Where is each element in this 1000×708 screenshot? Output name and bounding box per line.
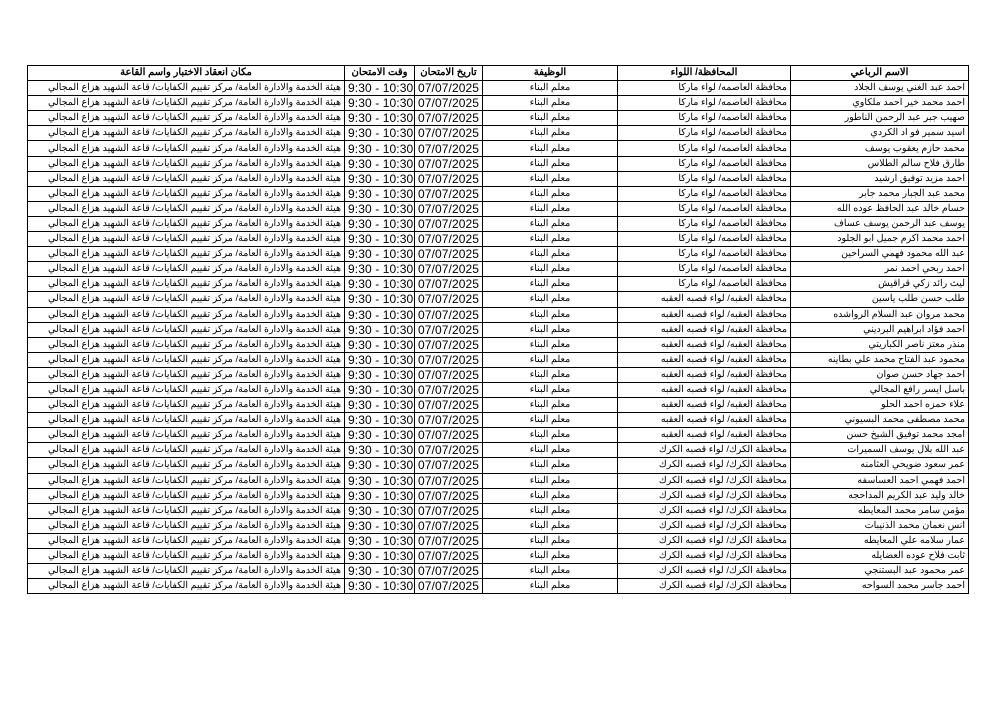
cell-governorate: محافظة العاصمه/ لواء ماركا <box>618 201 791 216</box>
table-row <box>28 488 969 503</box>
cell-exam-date: 07/07/2025 <box>415 398 483 413</box>
cell-exam-place: هيئة الخدمة والادارة العامة/ مركز تقييم الكفايات/ قاعة الشهيد هزاع المجالي <box>28 382 345 397</box>
table-row <box>28 307 969 322</box>
cell-exam-date: 07/07/2025 <box>415 564 483 579</box>
cell-name: عبد الله بلال يوسف السميرات <box>791 443 969 458</box>
table-row <box>28 382 969 397</box>
cell-governorate: محافظة الكرك/ لواء قصبه الكرك <box>618 473 791 488</box>
cell-job: معلم البناء <box>483 337 618 352</box>
cell-exam-time: 9:30 - 10:30 <box>345 156 415 171</box>
cell-name: احمد مزيد توفيق ارشيد <box>791 171 969 186</box>
cell-governorate: محافظة العاصمه/ لواء ماركا <box>618 141 791 156</box>
cell-governorate: محافظة الكرك/ لواء قصبه الكرك <box>618 579 791 594</box>
cell-governorate: محافظة العقبه/ لواء قصبه العقبه <box>618 382 791 397</box>
cell-job: معلم البناء <box>483 428 618 443</box>
cell-exam-place: هيئة الخدمة والادارة العامة/ مركز تقييم الكفايات/ قاعة الشهيد هزاع المجالي <box>28 458 345 473</box>
cell-name: احمد ربحي احمد نمر <box>791 262 969 277</box>
cell-exam-place: هيئة الخدمة والادارة العامة/ مركز تقييم الكفايات/ قاعة الشهيد هزاع المجالي <box>28 533 345 548</box>
cell-name: احمد فؤاد ابراهيم البرديني <box>791 322 969 337</box>
cell-governorate: محافظة العاصمه/ لواء ماركا <box>618 186 791 201</box>
cell-governorate: محافظة العقبه/ لواء قصبه العقبه <box>618 398 791 413</box>
cell-job: معلم البناء <box>483 398 618 413</box>
cell-exam-place: هيئة الخدمة والادارة العامة/ مركز تقييم الكفايات/ قاعة الشهيد هزاع المجالي <box>28 156 345 171</box>
cell-exam-date: 07/07/2025 <box>415 126 483 141</box>
cell-governorate: محافظة العقبه/ لواء قصبه العقبه <box>618 337 791 352</box>
cell-job: معلم البناء <box>483 382 618 397</box>
header-name: الاسم الرباعي <box>791 66 969 81</box>
cell-governorate: محافظة الكرك/ لواء قصبه الكرك <box>618 533 791 548</box>
cell-exam-time: 9:30 - 10:30 <box>345 111 415 126</box>
table-row <box>28 111 969 126</box>
cell-name: محمود عبد الفتاح محمد علي بطاينه <box>791 352 969 367</box>
cell-exam-place: هيئة الخدمة والادارة العامة/ مركز تقييم الكفايات/ قاعة الشهيد هزاع المجالي <box>28 201 345 216</box>
cell-governorate: محافظة الكرك/ لواء قصبه الكرك <box>618 518 791 533</box>
cell-exam-place: هيئة الخدمة والادارة العامة/ مركز تقييم الكفايات/ قاعة الشهيد هزاع المجالي <box>28 518 345 533</box>
cell-name: عمر سعود ضويحي العثامنه <box>791 458 969 473</box>
table-row <box>28 262 969 277</box>
cell-job: معلم البناء <box>483 579 618 594</box>
cell-governorate: محافظة العقبه/ لواء قصبه العقبه <box>618 413 791 428</box>
cell-exam-date: 07/07/2025 <box>415 337 483 352</box>
cell-job: معلم البناء <box>483 518 618 533</box>
cell-governorate: محافظة العاصمه/ لواء ماركا <box>618 81 791 96</box>
cell-name: طلب حسن طلب ياسين <box>791 292 969 307</box>
cell-name: احمد فهمي احمد العساسفه <box>791 473 969 488</box>
cell-name: علاء حمزه احمد الحلو <box>791 398 969 413</box>
table-row <box>28 367 969 382</box>
table-row <box>28 156 969 171</box>
cell-name: محمد عبد الجبار محمد جابر <box>791 186 969 201</box>
cell-job: معلم البناء <box>483 564 618 579</box>
cell-exam-date: 07/07/2025 <box>415 549 483 564</box>
cell-name: محمد مروان عبد السلام الرواشده <box>791 307 969 322</box>
cell-job: معلم البناء <box>483 307 618 322</box>
table-row <box>28 322 969 337</box>
cell-exam-date: 07/07/2025 <box>415 533 483 548</box>
cell-job: معلم البناء <box>483 247 618 262</box>
header-row <box>28 66 969 81</box>
table-body <box>28 81 969 594</box>
cell-exam-place: هيئة الخدمة والادارة العامة/ مركز تقييم الكفايات/ قاعة الشهيد هزاع المجالي <box>28 443 345 458</box>
cell-exam-time: 9:30 - 10:30 <box>345 564 415 579</box>
cell-exam-time: 9:30 - 10:30 <box>345 428 415 443</box>
cell-governorate: محافظة الكرك/ لواء قصبه الكرك <box>618 549 791 564</box>
cell-exam-place: هيئة الخدمة والادارة العامة/ مركز تقييم الكفايات/ قاعة الشهيد هزاع المجالي <box>28 277 345 292</box>
table-row <box>28 292 969 307</box>
cell-exam-time: 9:30 - 10:30 <box>345 413 415 428</box>
cell-governorate: محافظة العقبه/ لواء قصبه العقبه <box>618 352 791 367</box>
cell-exam-time: 9:30 - 10:30 <box>345 579 415 594</box>
cell-job: معلم البناء <box>483 111 618 126</box>
table-row <box>28 171 969 186</box>
table-row <box>28 141 969 156</box>
cell-job: معلم البناء <box>483 473 618 488</box>
cell-exam-place: هيئة الخدمة والادارة العامة/ مركز تقييم الكفايات/ قاعة الشهيد هزاع المجالي <box>28 337 345 352</box>
cell-exam-time: 9:30 - 10:30 <box>345 247 415 262</box>
cell-exam-date: 07/07/2025 <box>415 232 483 247</box>
cell-job: معلم البناء <box>483 413 618 428</box>
cell-job: معلم البناء <box>483 367 618 382</box>
table-row <box>28 503 969 518</box>
cell-exam-date: 07/07/2025 <box>415 413 483 428</box>
exam-schedule-sheet <box>27 65 968 594</box>
table-row <box>28 216 969 231</box>
cell-exam-place: هيئة الخدمة والادارة العامة/ مركز تقييم الكفايات/ قاعة الشهيد هزاع المجالي <box>28 428 345 443</box>
table-row <box>28 579 969 594</box>
table-row <box>28 232 969 247</box>
cell-exam-time: 9:30 - 10:30 <box>345 96 415 111</box>
cell-exam-place: هيئة الخدمة والادارة العامة/ مركز تقييم الكفايات/ قاعة الشهيد هزاع المجالي <box>28 307 345 322</box>
cell-name: اسيد سمير فو اد الكردي <box>791 126 969 141</box>
cell-exam-date: 07/07/2025 <box>415 367 483 382</box>
cell-exam-place: هيئة الخدمة والادارة العامة/ مركز تقييم الكفايات/ قاعة الشهيد هزاع المجالي <box>28 398 345 413</box>
cell-name: احمد محمد خير احمد ملكاوي <box>791 96 969 111</box>
cell-exam-date: 07/07/2025 <box>415 352 483 367</box>
cell-name: مؤمن سامر محمد المعايطه <box>791 503 969 518</box>
cell-exam-place: هيئة الخدمة والادارة العامة/ مركز تقييم الكفايات/ قاعة الشهيد هزاع المجالي <box>28 141 345 156</box>
cell-exam-time: 9:30 - 10:30 <box>345 322 415 337</box>
cell-name: احمد جاسر محمد السواحه <box>791 579 969 594</box>
cell-exam-date: 07/07/2025 <box>415 201 483 216</box>
cell-exam-place: هيئة الخدمة والادارة العامة/ مركز تقييم الكفايات/ قاعة الشهيد هزاع المجالي <box>28 367 345 382</box>
cell-exam-date: 07/07/2025 <box>415 458 483 473</box>
cell-governorate: محافظة العاصمه/ لواء ماركا <box>618 96 791 111</box>
cell-exam-time: 9:30 - 10:30 <box>345 382 415 397</box>
cell-exam-time: 9:30 - 10:30 <box>345 81 415 96</box>
cell-governorate: محافظة العاصمه/ لواء ماركا <box>618 247 791 262</box>
cell-exam-place: هيئة الخدمة والادارة العامة/ مركز تقييم الكفايات/ قاعة الشهيد هزاع المجالي <box>28 503 345 518</box>
cell-exam-date: 07/07/2025 <box>415 322 483 337</box>
cell-job: معلم البناء <box>483 443 618 458</box>
cell-governorate: محافظة العاصمه/ لواء ماركا <box>618 156 791 171</box>
cell-governorate: محافظة العاصمه/ لواء ماركا <box>618 232 791 247</box>
cell-governorate: محافظة العاصمه/ لواء ماركا <box>618 111 791 126</box>
cell-exam-time: 9:30 - 10:30 <box>345 518 415 533</box>
cell-exam-place: هيئة الخدمة والادارة العامة/ مركز تقييم الكفايات/ قاعة الشهيد هزاع المجالي <box>28 413 345 428</box>
cell-exam-time: 9:30 - 10:30 <box>345 126 415 141</box>
table-row <box>28 247 969 262</box>
cell-exam-date: 07/07/2025 <box>415 141 483 156</box>
cell-exam-date: 07/07/2025 <box>415 156 483 171</box>
cell-governorate: محافظة الكرك/ لواء قصبه الكرك <box>618 458 791 473</box>
cell-job: معلم البناء <box>483 352 618 367</box>
cell-job: معلم البناء <box>483 216 618 231</box>
cell-job: معلم البناء <box>483 186 618 201</box>
cell-name: عمار سلامه علي المعايطه <box>791 533 969 548</box>
cell-governorate: محافظة العقبه/ لواء قصبه العقبه <box>618 307 791 322</box>
cell-exam-date: 07/07/2025 <box>415 247 483 262</box>
cell-governorate: محافظة الكرك/ لواء قصبه الكرك <box>618 443 791 458</box>
cell-exam-time: 9:30 - 10:30 <box>345 292 415 307</box>
cell-exam-time: 9:30 - 10:30 <box>345 141 415 156</box>
cell-job: معلم البناء <box>483 292 618 307</box>
cell-governorate: محافظة العاصمه/ لواء ماركا <box>618 126 791 141</box>
cell-exam-time: 9:30 - 10:30 <box>345 262 415 277</box>
cell-governorate: محافظة الكرك/ لواء قصبه الكرك <box>618 488 791 503</box>
cell-exam-time: 9:30 - 10:30 <box>345 367 415 382</box>
cell-name: محمد حازم يعقوب يوسف <box>791 141 969 156</box>
cell-name: طارق فلاح سالم الطلاس <box>791 156 969 171</box>
cell-exam-date: 07/07/2025 <box>415 171 483 186</box>
cell-job: معلم البناء <box>483 232 618 247</box>
cell-exam-date: 07/07/2025 <box>415 503 483 518</box>
cell-exam-date: 07/07/2025 <box>415 443 483 458</box>
cell-exam-time: 9:30 - 10:30 <box>345 488 415 503</box>
cell-exam-time: 9:30 - 10:30 <box>345 458 415 473</box>
cell-exam-place: هيئة الخدمة والادارة العامة/ مركز تقييم الكفايات/ قاعة الشهيد هزاع المجالي <box>28 262 345 277</box>
cell-job: معلم البناء <box>483 171 618 186</box>
cell-exam-time: 9:30 - 10:30 <box>345 503 415 518</box>
cell-job: معلم البناء <box>483 262 618 277</box>
cell-exam-date: 07/07/2025 <box>415 262 483 277</box>
table-row <box>28 186 969 201</box>
cell-name: عمر محمود عبد البستنجي <box>791 564 969 579</box>
cell-governorate: محافظة العقبه/ لواء قصبه العقبه <box>618 322 791 337</box>
header-governorate: المحافظة/ اللواء <box>618 66 791 81</box>
header-exam-date: تاريخ الامتحان <box>415 66 483 81</box>
cell-governorate: محافظة العاصمه/ لواء ماركا <box>618 171 791 186</box>
cell-exam-place: هيئة الخدمة والادارة العامة/ مركز تقييم الكفايات/ قاعة الشهيد هزاع المجالي <box>28 81 345 96</box>
cell-job: معلم البناء <box>483 156 618 171</box>
cell-exam-date: 07/07/2025 <box>415 81 483 96</box>
cell-name: صهيب جبر عبد الرحمن الناطور <box>791 111 969 126</box>
cell-exam-place: هيئة الخدمة والادارة العامة/ مركز تقييم الكفايات/ قاعة الشهيد هزاع المجالي <box>28 322 345 337</box>
cell-exam-place: هيئة الخدمة والادارة العامة/ مركز تقييم الكفايات/ قاعة الشهيد هزاع المجالي <box>28 96 345 111</box>
cell-exam-date: 07/07/2025 <box>415 96 483 111</box>
cell-name: احمد عبد الغني يوسف الجلاد <box>791 81 969 96</box>
cell-exam-date: 07/07/2025 <box>415 518 483 533</box>
table-row <box>28 518 969 533</box>
cell-exam-place: هيئة الخدمة والادارة العامة/ مركز تقييم الكفايات/ قاعة الشهيد هزاع المجالي <box>28 126 345 141</box>
table-row <box>28 337 969 352</box>
cell-name: عبد الله محمود فهمي السراحين <box>791 247 969 262</box>
cell-job: معلم البناء <box>483 458 618 473</box>
cell-exam-place: هيئة الخدمة والادارة العامة/ مركز تقييم الكفايات/ قاعة الشهيد هزاع المجالي <box>28 232 345 247</box>
table-row <box>28 473 969 488</box>
cell-exam-place: هيئة الخدمة والادارة العامة/ مركز تقييم الكفايات/ قاعة الشهيد هزاع المجالي <box>28 488 345 503</box>
table-row <box>28 443 969 458</box>
cell-exam-date: 07/07/2025 <box>415 216 483 231</box>
cell-name: ليث رائد زكي قراقيش <box>791 277 969 292</box>
header-exam-time: وقت الامتحان <box>345 66 415 81</box>
table-row <box>28 564 969 579</box>
cell-job: معلم البناء <box>483 81 618 96</box>
cell-exam-place: هيئة الخدمة والادارة العامة/ مركز تقييم الكفايات/ قاعة الشهيد هزاع المجالي <box>28 549 345 564</box>
cell-governorate: محافظة العقبه/ لواء قصبه العقبه <box>618 292 791 307</box>
table-row <box>28 126 969 141</box>
cell-job: معلم البناء <box>483 533 618 548</box>
cell-exam-date: 07/07/2025 <box>415 307 483 322</box>
table-row <box>28 352 969 367</box>
table-row <box>28 398 969 413</box>
cell-exam-date: 07/07/2025 <box>415 382 483 397</box>
cell-job: معلم البناء <box>483 141 618 156</box>
cell-exam-place: هيئة الخدمة والادارة العامة/ مركز تقييم الكفايات/ قاعة الشهيد هزاع المجالي <box>28 186 345 201</box>
exam-schedule-table <box>27 65 969 594</box>
cell-exam-time: 9:30 - 10:30 <box>345 337 415 352</box>
cell-job: معلم البناء <box>483 488 618 503</box>
header-job: الوظيفة <box>483 66 618 81</box>
cell-exam-place: هيئة الخدمة والادارة العامة/ مركز تقييم الكفايات/ قاعة الشهيد هزاع المجالي <box>28 216 345 231</box>
cell-exam-place: هيئة الخدمة والادارة العامة/ مركز تقييم الكفايات/ قاعة الشهيد هزاع المجالي <box>28 564 345 579</box>
cell-name: خالد وليد عبد الكريم المداحجه <box>791 488 969 503</box>
cell-exam-place: هيئة الخدمة والادارة العامة/ مركز تقييم الكفايات/ قاعة الشهيد هزاع المجالي <box>28 111 345 126</box>
table-row <box>28 96 969 111</box>
cell-exam-date: 07/07/2025 <box>415 428 483 443</box>
cell-job: معلم البناء <box>483 503 618 518</box>
cell-exam-date: 07/07/2025 <box>415 579 483 594</box>
cell-governorate: محافظة العاصمه/ لواء ماركا <box>618 262 791 277</box>
cell-exam-time: 9:30 - 10:30 <box>345 398 415 413</box>
cell-exam-time: 9:30 - 10:30 <box>345 443 415 458</box>
table-row <box>28 428 969 443</box>
cell-governorate: محافظة الكرك/ لواء قصبه الكرك <box>618 564 791 579</box>
cell-name: باسل ايسر رافع المجالي <box>791 382 969 397</box>
cell-name: انس نعمان محمد الذنيبات <box>791 518 969 533</box>
cell-exam-time: 9:30 - 10:30 <box>345 549 415 564</box>
cell-exam-time: 9:30 - 10:30 <box>345 277 415 292</box>
table-row <box>28 277 969 292</box>
cell-exam-date: 07/07/2025 <box>415 111 483 126</box>
cell-exam-date: 07/07/2025 <box>415 186 483 201</box>
cell-job: معلم البناء <box>483 277 618 292</box>
cell-name: احمد جهاد حسن صوان <box>791 367 969 382</box>
cell-exam-time: 9:30 - 10:30 <box>345 216 415 231</box>
cell-governorate: محافظة العاصمه/ لواء ماركا <box>618 216 791 231</box>
cell-job: معلم البناء <box>483 126 618 141</box>
cell-governorate: محافظة العقبه/ لواء قصبه العقبه <box>618 428 791 443</box>
cell-exam-place: هيئة الخدمة والادارة العامة/ مركز تقييم الكفايات/ قاعة الشهيد هزاع المجالي <box>28 473 345 488</box>
cell-exam-place: هيئة الخدمة والادارة العامة/ مركز تقييم الكفايات/ قاعة الشهيد هزاع المجالي <box>28 247 345 262</box>
table-row <box>28 201 969 216</box>
cell-exam-date: 07/07/2025 <box>415 292 483 307</box>
cell-name: احمد محمد اكرم جميل ابو الجلود <box>791 232 969 247</box>
table-row <box>28 533 969 548</box>
table-row <box>28 458 969 473</box>
table-row <box>28 549 969 564</box>
cell-name: منذر معتز ناصر الكباريتي <box>791 337 969 352</box>
cell-job: معلم البناء <box>483 96 618 111</box>
cell-exam-date: 07/07/2025 <box>415 277 483 292</box>
cell-exam-place: هيئة الخدمة والادارة العامة/ مركز تقييم الكفايات/ قاعة الشهيد هزاع المجالي <box>28 171 345 186</box>
cell-exam-place: هيئة الخدمة والادارة العامة/ مركز تقييم الكفايات/ قاعة الشهيد هزاع المجالي <box>28 579 345 594</box>
table-row <box>28 81 969 96</box>
cell-exam-date: 07/07/2025 <box>415 473 483 488</box>
cell-governorate: محافظة العاصمه/ لواء ماركا <box>618 277 791 292</box>
table-row <box>28 413 969 428</box>
cell-governorate: محافظة العقبه/ لواء قصبه العقبه <box>618 367 791 382</box>
cell-name: محمد مصطفى محمد البسيوني <box>791 413 969 428</box>
cell-name: يوسف عبد الرحمن يوسف عساف <box>791 216 969 231</box>
cell-exam-time: 9:30 - 10:30 <box>345 473 415 488</box>
cell-exam-time: 9:30 - 10:30 <box>345 186 415 201</box>
cell-job: معلم البناء <box>483 549 618 564</box>
cell-exam-time: 9:30 - 10:30 <box>345 533 415 548</box>
cell-exam-date: 07/07/2025 <box>415 488 483 503</box>
cell-governorate: محافظة الكرك/ لواء قصبه الكرك <box>618 503 791 518</box>
header-exam-place: مكان انعقاد الاختبار واسم القاعة <box>28 66 345 81</box>
cell-name: امجد محمد توفيق الشيخ حسن <box>791 428 969 443</box>
table-header <box>28 66 969 81</box>
cell-exam-time: 9:30 - 10:30 <box>345 307 415 322</box>
cell-exam-place: هيئة الخدمة والادارة العامة/ مركز تقييم الكفايات/ قاعة الشهيد هزاع المجالي <box>28 292 345 307</box>
cell-exam-time: 9:30 - 10:30 <box>345 352 415 367</box>
cell-exam-time: 9:30 - 10:30 <box>345 201 415 216</box>
cell-exam-place: هيئة الخدمة والادارة العامة/ مركز تقييم الكفايات/ قاعة الشهيد هزاع المجالي <box>28 352 345 367</box>
cell-job: معلم البناء <box>483 201 618 216</box>
cell-job: معلم البناء <box>483 322 618 337</box>
cell-name: ثابت فلاح عوده العضايله <box>791 549 969 564</box>
cell-exam-time: 9:30 - 10:30 <box>345 171 415 186</box>
cell-exam-time: 9:30 - 10:30 <box>345 232 415 247</box>
cell-name: حسام خالد عبد الحافظ عوده الله <box>791 201 969 216</box>
